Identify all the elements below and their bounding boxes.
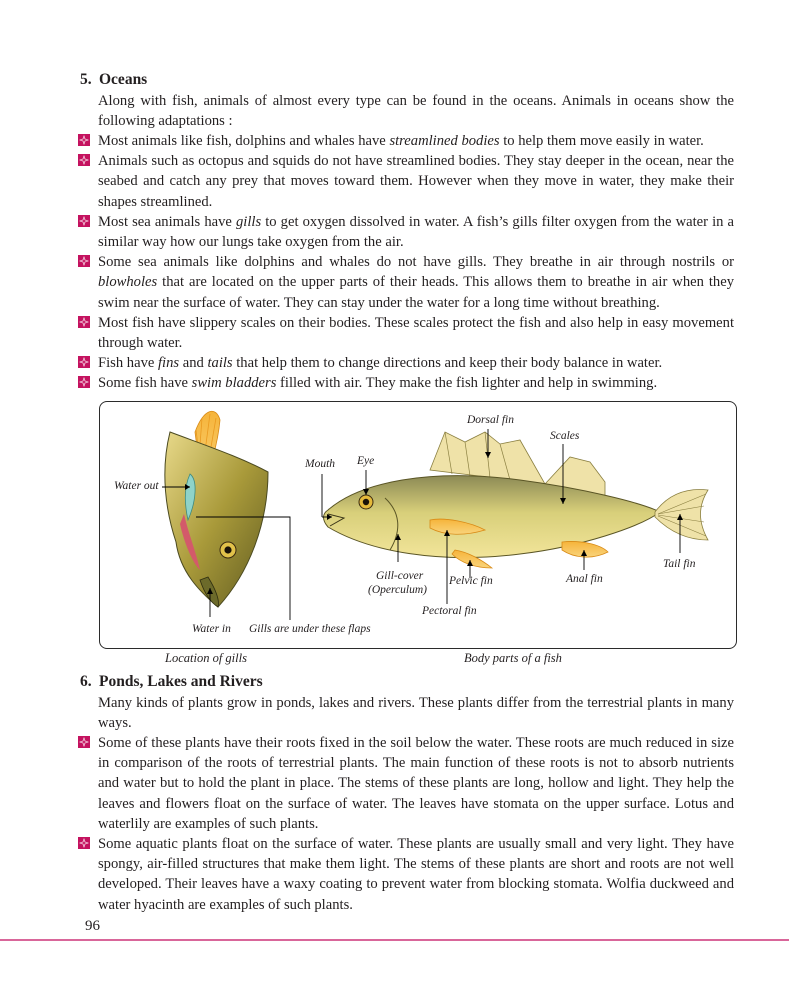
label-gill-cover: Gill-cover <box>376 570 424 582</box>
section-number: 6. <box>80 673 92 690</box>
cross-pattee-icon <box>78 837 90 849</box>
label-water-out: Water out <box>114 480 159 492</box>
oceans-intro: Along with fish, animals of almost every type can be found in the oceans. Animals in oceans show the following adaptations : <box>98 93 734 130</box>
list-item: Most sea animals have gills to get oxygen dissolved in water. A fish’s gills filter oxygen from the water in a similar way how our lungs take oxygen from the air. <box>78 212 734 252</box>
label-mouth: Mouth <box>305 458 336 470</box>
fish-illustrations <box>100 402 736 648</box>
fish-diagram-box <box>99 401 737 649</box>
page-number: 96 <box>85 918 100 934</box>
cross-pattee-icon <box>78 154 90 166</box>
list-item: Some sea animals like dolphins and whales do not have gills. They breathe in air through nostrils or blowholes that are located on the upper parts of their heads. This allows them to breathe in air when they swim near the surface of water. They can stay under the water for a long time without breathing. <box>78 252 734 313</box>
oceans-adaptations-list <box>78 131 734 394</box>
label-scales: Scales <box>550 430 580 442</box>
cross-pattee-icon <box>78 356 90 368</box>
section-number: 5. <box>80 71 92 88</box>
cross-pattee-icon <box>78 316 90 328</box>
section-heading-ponds <box>80 673 263 691</box>
bottom-rule <box>0 939 789 941</box>
label-operculum: (Operculum) <box>368 584 427 596</box>
label-gills-flaps: Gills are under these flaps <box>249 623 371 635</box>
list-item: Fish have fins and tails that help them to change directions and keep their body balance in water. <box>78 353 734 373</box>
cross-pattee-icon <box>78 255 90 267</box>
ponds-plants-list <box>78 733 734 915</box>
caption-body-parts: Body parts of a fish <box>464 651 562 665</box>
label-dorsal-fin: Dorsal fin <box>467 414 514 426</box>
section-title: Oceans <box>99 71 148 88</box>
cross-pattee-icon <box>78 736 90 748</box>
cross-pattee-icon <box>78 215 90 227</box>
label-anal-fin: Anal fin <box>566 573 603 585</box>
list-item: Most animals like fish, dolphins and whales have streamlined bodies to help them move easily in water. <box>78 131 734 151</box>
label-pelvic-fin: Pelvic fin <box>449 575 493 587</box>
section-heading-oceans <box>80 71 147 89</box>
label-water-in: Water in <box>192 623 231 635</box>
label-tail-fin: Tail fin <box>663 558 696 570</box>
cross-pattee-icon <box>78 134 90 146</box>
list-item: Animals such as octopus and squids do not have streamlined bodies. They stay deeper in the ocean, near the seabed and catch any prey that moves toward them. However when they move in water, they make their shapes streamlined. <box>78 151 734 212</box>
caption-location-of-gills: Location of gills <box>165 651 247 665</box>
label-eye: Eye <box>357 455 375 467</box>
list-item: Some of these plants have their roots fixed in the soil below the water. These roots are much reduced in size in comparison of the roots of terrestrial plants. The main function of these roots is not to absorb nutrients and water but to hold the plant in place. The stems of these plants are long, hollow and light. They help the leaves and flowers float on the surface of water. The leaves have stomata on the upper surface. Lotus and waterlily are examples of such plants. <box>78 733 734 834</box>
list-item: Some fish have swim bladders filled with air. They make the fish lighter and help in swimming. <box>78 373 734 393</box>
gill-head-illustration <box>162 411 290 620</box>
ponds-intro: Many kinds of plants grow in ponds, lakes and rivers. These plants differ from the terrestrial plants in many ways. <box>98 695 734 732</box>
list-item: Most fish have slippery scales on their bodies. These scales protect the fish and also help in easy movement through water. <box>78 313 734 353</box>
cross-pattee-icon <box>78 376 90 388</box>
list-item: Some aquatic plants float on the surface of water. These plants are usually small and very light. They have spongy, air-filled structures that make them light. The stems of these plants are short and roots are not well developed. Their leaves have a waxy coating to prevent water from blocking stomata. Wolfia duckweed and water hyacinth are examples of such plants. <box>78 834 734 915</box>
label-pectoral-fin: Pectoral fin <box>422 605 477 617</box>
section-title: Ponds, Lakes and Rivers <box>99 673 263 690</box>
